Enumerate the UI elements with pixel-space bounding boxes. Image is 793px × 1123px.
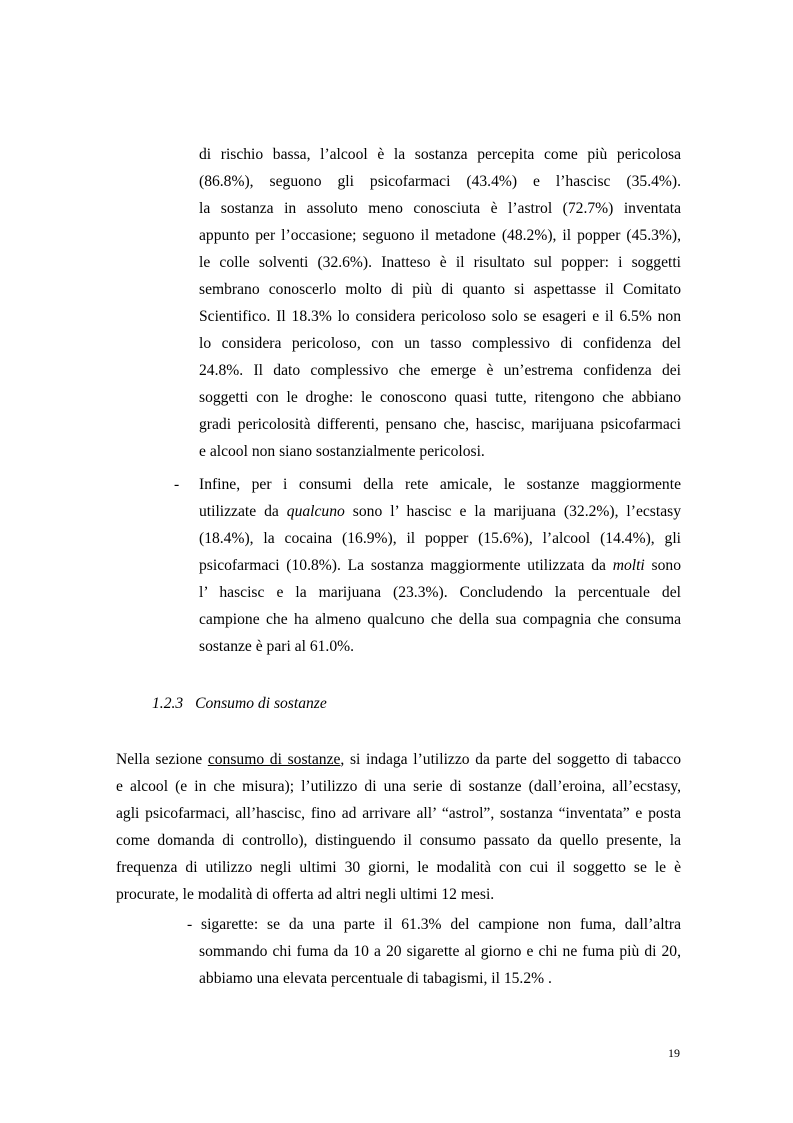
text-line: appunto per l’occasione; seguono il metadone (48.2%), il popper (45.3%), [199,227,681,244]
underlined-term: consumo di sostanze [207,751,341,768]
text-line: abbiamo una elevata percentuale di tabagismi, il 15.2% . [199,970,552,987]
text-line: (18.4%), la cocaina (16.9%), il popper (15.6%), l’alcool (14.4%), gli [199,530,681,547]
text-line: la sostanza in assoluto meno conosciuta è l’astrol (72.7%) inventata [199,200,681,217]
text-span: sono l’ hascisc e la marijuana (32.2%), l’ecstasy [344,503,681,520]
text-line: le colle solventi (32.6%). Inatteso è il risultato sul popper: i soggetti [199,254,681,271]
text-line: di rischio bassa, l’alcool è la sostanza percepita come più pericolosa [199,146,681,163]
text-line: sostanze è pari al 61.0%. [199,638,355,655]
text-line [116,750,681,770]
emphasis: molti [612,557,645,574]
text-line: agli psicofarmaci, all’hascisc, fino ad arrivare all’ “astrol”, sostanza “inventata” e posta [116,805,681,822]
text-span: , si indaga l’utilizzo da parte del soggetto di tabacco [340,751,681,768]
text-line: Scientifico. Il 18.3% lo considera pericoloso solo se esageri e il 6.5% non [199,308,681,325]
section-number: 1.2.3 [152,695,184,712]
text-line: gradi pericolosità differenti, pensano che, hascisc, marijuana psicofarmaci [199,416,681,433]
text-line: e alcool non siano sostanzialmente pericolosi. [199,443,485,460]
text-line: frequenza di utilizzo negli ultimi 30 giorni, le modalità con cui il soggetto se le è [116,859,681,876]
list-dash: - [174,476,180,493]
text-span: utilizzate da [199,503,287,520]
emphasis: qualcuno [286,503,345,520]
section-title: Consumo di sostanze [195,695,327,712]
text-line [199,502,681,522]
text-line: come domanda di controllo), distinguendo il consumo passato da quello presente, la [116,832,681,849]
text-line: soggetti con le droghe: le conoscono quasi tutte, ritengono che abbiano [199,389,681,406]
text-line: sommando chi fuma da 10 a 20 sigarette al giorno e chi ne fuma più di 20, [199,943,681,960]
text-line: e alcool (e in che misura); l’utilizzo di una serie di sostanze (dall’eroina, all’ecstasy, [116,778,681,795]
text-line [199,556,681,576]
text-line: (86.8%), seguono gli psicofarmaci (43.4%) e l’hascisc (35.4%). [199,173,681,190]
text-line: sembrano conoscerlo molto di più di quanto si aspettasse il Comitato [199,281,681,298]
text-line: campione che ha almeno qualcuno che della sua compagnia che consuma [199,611,681,628]
text-span: sono [644,557,681,574]
text-line: - sigarette: se da una parte il 61.3% del campione non fuma, dall’altra [187,916,681,933]
text-line: lo considera pericoloso, con un tasso complessivo di confidenza del [199,335,681,352]
text-line: 24.8%. Il dato complessivo che emerge è un’estrema confidenza dei [199,362,681,379]
page-number: 19 [668,1046,680,1060]
section-heading [152,695,327,713]
text-line: Infine, per i consumi della rete amicale, le sostanze maggiormente [199,476,681,493]
text-line: l’ hascisc e la marijuana (23.3%). Concludendo la percentuale del [199,584,681,601]
text-span: Nella sezione [116,751,208,768]
text-span: psicofarmaci (10.8%). La sostanza maggiormente utilizzata da [199,557,613,574]
text-line: procurate, le modalità di offerta ad altri negli ultimi 12 mesi. [116,886,495,903]
